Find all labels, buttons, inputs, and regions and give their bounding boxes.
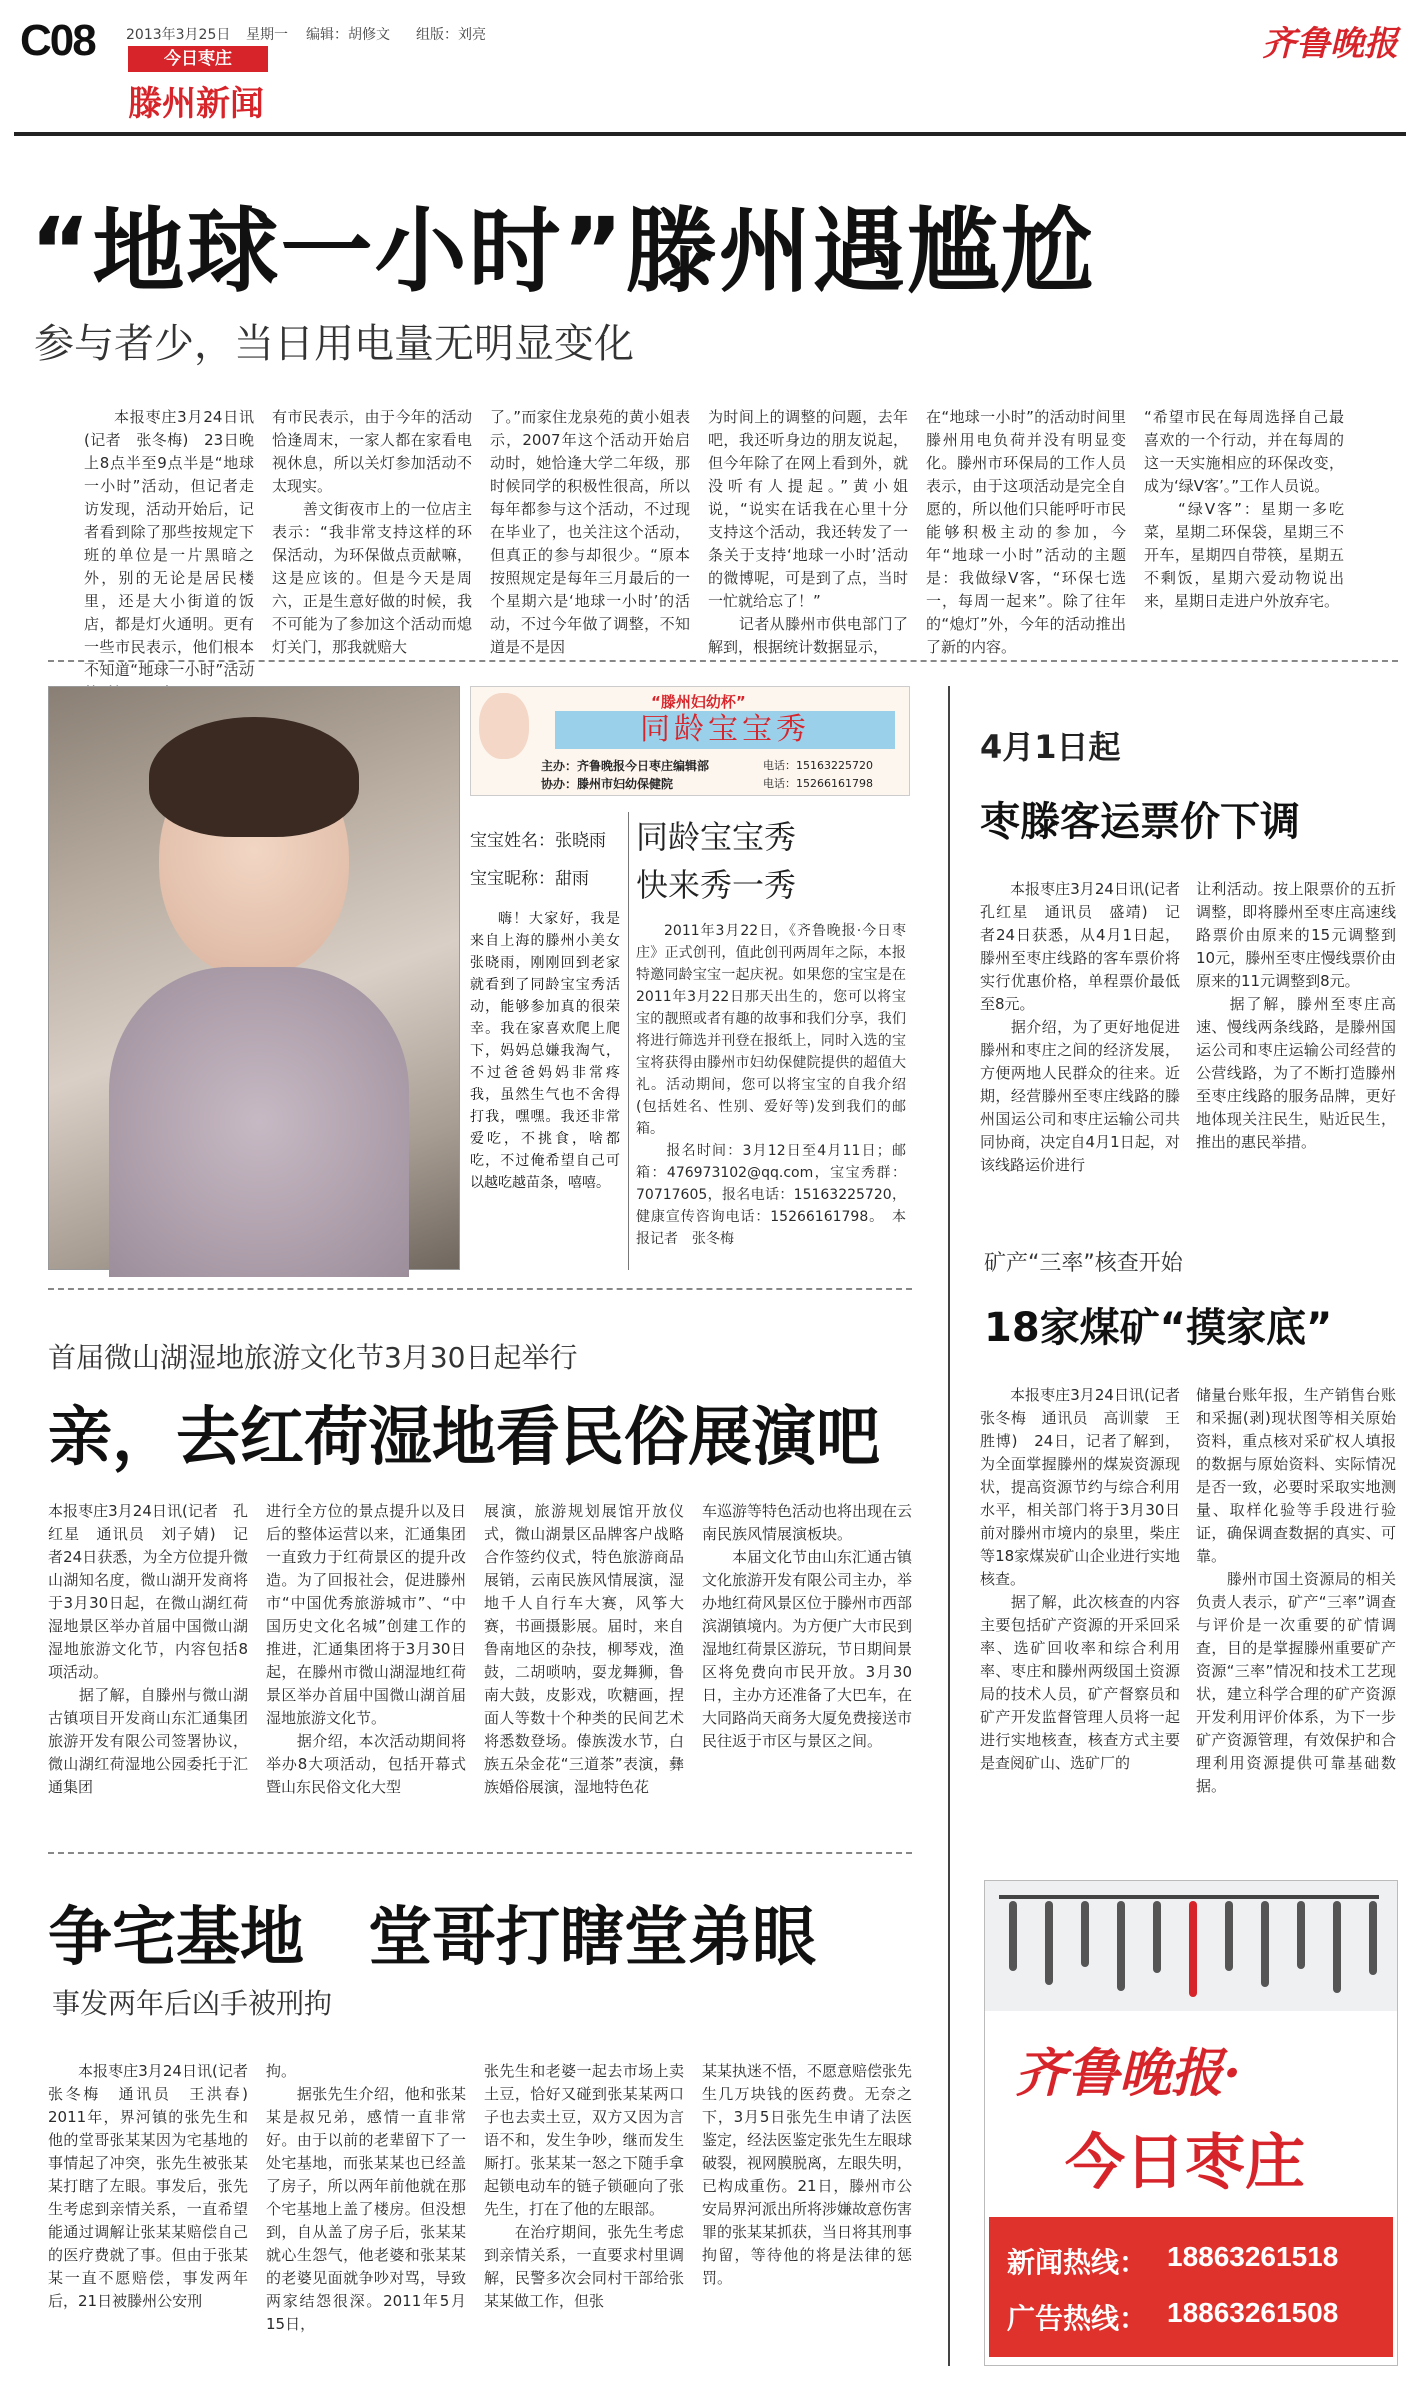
banner-host: 主办：齐鲁晚报今日枣庄编辑部: [541, 759, 710, 773]
baby-name: 宝宝姓名：张晓雨: [470, 831, 606, 851]
article1-col5: 在“地球一小时”的活动时间里滕州用电负荷并没有明显变化。滕州市环保局的工作人员表示，由于这项活动是完全自愿的，所以他们只能呼吁市民能够积极主动的参加，今年“地球一小时”活动的主题是：我做绿V客，“环保七选一，每周一起来”。除了往年的“熄灯”外，今年的活动推出了新的内容。: [926, 408, 1126, 656]
article3-subhead: 事发两年后凶手被刑拘: [52, 1987, 333, 2020]
article5-col2: 储量台账年报，生产销售台账和采掘(剥)现状图等相关原始资料，重点核对采矿权人填报的数据与原始资料、实际情况是否一致，必要时采取实地测量、取样化验等手段进行验证，确保调查数据的真实、可靠。 滕州市国土资源局的相关负责人表示，矿产“三率”调查与评价是一次重要的矿情调查，目的是掌握滕州重要矿产资源“三率”情况和技术工艺现状，建立科学合理的矿产资源开发利用评价体系，为下一步矿产资源管理，有效保护和合理利用资源提供可靠基础数据。: [1196, 1386, 1396, 1795]
article5-headline: 18家煤矿“摸家底”: [984, 1305, 1333, 1351]
ad-hotline-label: 广告热线：: [1007, 2302, 1148, 2335]
ad-hotline-number: 18863261508: [1167, 2297, 1339, 2328]
article1-col4: 为时间上的调整的问题，去年吧，我还听身边的朋友说起，但今年除了在网上看到外，就没听有人提起。”黄小姐说，“说实在话我在心里十分支持这个活动，我还转发了一条关于支持‘地球一小时’活动的微博呢，可是到了点，当时一忙就给忘了！” 记者从滕州市供电部门了解到，根据统计数据显示，: [708, 408, 908, 656]
article1-col3: 了。”而家住龙泉苑的黄小姐表示，2007年这个活动开始启动时，她恰逢大学二年级，那时候同学的积极性很高，所以每年都参与这个活动，不过现在毕业了，也关注这个活动，但真正的参与却很少。“原本按照规定是每年三月最后的一个星期六是‘地球一小时’的活动，不过今年做了调整，不知道是不是因: [490, 408, 690, 656]
article2-col4: 车巡游等特色活动也将出现在云南民族风情展演板块。 本届文化节由山东汇通古镇文化旅游开发有限公司主办，举办地红荷风景区位于滕州市西部滨湖镇境内。为方便广大市民到湿地红荷景区游玩，节日期间景区将免费向市民开放。3月30日，主办方还准备了大巴车，在大同路尚天商务大厦免费接送市民往返于市区与景区之间。: [702, 1502, 913, 1750]
article5-col1: 本报枣庄3月24日讯(记者 张冬梅 通讯员 高训蒙 王胜博) 24日，记者了解到，为全面掌握滕州的煤炭资源现状，提高资源节约与综合利用水平，相关部门将于3月30日前对滕州市境内的泉里，柴庄等18家煤炭矿山企业进行实地核查。 据了解，此次核查的内容主要包括矿产资源的开采回采率、选矿回收率和综合利用率、枣庄和滕州两级国土资源局的技术人员，矿产督察员和矿产开发监督管理人员将一起进行实地核查，核查方式主要是查阅矿山、选矿厂的: [980, 1386, 1180, 1772]
section-tag: 今日枣庄: [128, 46, 268, 72]
banner-title: 同龄宝宝秀: [555, 711, 895, 749]
article4-kicker: 4月1日起: [980, 728, 1121, 766]
header-layout: 组版：刘亮: [416, 27, 486, 43]
baby-nickname: 宝宝昵称：甜雨: [470, 869, 589, 889]
header-date: 2013年3月25日: [126, 27, 231, 43]
article1-col1: 本报枣庄3月24日讯(记者 张冬梅) 23日晚上8点半至9点半是“地球一小时”活动，但记者走访发现，活动开始后，记者看到除了那些按规定下班的单位是一片黑暗之外，别的无论是居民楼里，还是大小街道的饭店，都是灯火通明。更有一些市民表示，他们根本不知道“地球一小时”活动: [84, 408, 254, 679]
promo-text: 2011年3月22日，《齐鲁晚报·今日枣庄》正式创刊，值此创刊两周年之际，本报特邀同龄宝宝一起庆祝。如果您的宝宝是在2011年3月22日那天出生的，您可以将宝宝的靓照或者有趣的故事和我们分享，我们将进行筛选并刊登在报纸上，同时入选的宝宝将获得由滕州市妇幼保健院提供的超值大礼。活动期间，您可以将宝宝的自我介绍(包括姓名、性别、爱好等)发到我们的邮箱。 报名时间：3月12日至4月11日；邮箱：476973102@qq.com，宝宝秀群：70717605，报名电话：15163225720，健康宣传咨询电话：15266161798。 本报记者 张冬梅: [636, 923, 906, 1247]
article2-kicker: 首届微山湖湿地旅游文化节3月30日起举行: [48, 1341, 578, 1374]
article1-col6: “希望市民在每周选择自己最喜欢的一个行动，并在每周的这一天实施相应的环保改变，成为‘绿V客’。”工作人员说。 “绿V客”：星期一多吃菜，星期二环保袋，星期三不开车，星期四自带筷，星期五不剩饭，星期六爱动物说出来，星期日走进户外放弃宅。: [1144, 408, 1344, 610]
paper-ad: [984, 1880, 1398, 2366]
article4-headline: 枣滕客运票价下调: [980, 799, 1300, 845]
article2-col1: 本报枣庄3月24日讯(记者 孔红星 通讯员 刘子婧) 记者24日获悉，为全方位提升微山湖知名度，微山湖开发商将于3月30日起，在微山湖红荷湿地景区举办首届中国微山湖湿地旅游文化节，内容包括8项活动。 据了解，自滕州与微山湖古镇项目开发商山东汇通集团旅游开发有限公司签署协议，微山湖红荷湿地公园委托于汇通集团: [48, 1502, 248, 1796]
banner-tel1: 电话：15163225720: [763, 759, 873, 772]
article2-headline: 亲，去红荷湿地看民俗展演吧: [48, 1401, 880, 1475]
promo-line1: 同龄宝宝秀: [636, 818, 797, 856]
article1-subhead: 参与者少，当日用电量无明显变化: [34, 321, 634, 367]
banner-subtitle: “滕州妇幼杯”: [651, 693, 746, 711]
article5-kicker: 矿产“三率”核查开始: [984, 1251, 1183, 1276]
article4-col1: 本报枣庄3月24日讯(记者 孔红星 通讯员 盛靖) 记者24日获悉，从4月1日起，滕州至枣庄线路的客车票价将实行优惠价格，单程票价最低至8元。 据介绍，为了更好地促进滕州和枣庄之间的经济发展，方便两地人民群众的往来。近期，经营滕州至枣庄线路的滕州国运公司和枣庄运输公司共同协商，决定自4月1日起，对该线路运价进行: [980, 880, 1180, 1174]
baby-photo: [48, 686, 460, 1270]
promo-line2: 快来秀一秀: [636, 866, 797, 904]
article2-col3: 展演，旅游规划展馆开放仪式，微山湖景区品牌客户战略合作签约仪式，特色旅游商品展销，云南民族风情展演，湿地千人自行车大赛，风筝大赛，书画摄影展。届时，来自鲁南地区的杂技，柳琴戏，渔鼓，二胡唢呐，耍龙舞狮，鲁南大鼓，皮影戏，吹糖画，捏面人等数十个种类的民间艺术将悉数登场。傣族泼水节，白族五朵金花“三道茶”表演，彝族婚俗展演，湿地特色花: [484, 1502, 684, 1796]
banner-tel2: 电话：15266161798: [763, 777, 873, 790]
header-editor: 编辑：胡修文: [306, 27, 390, 43]
article1-col2: 有市民表示，由于今年的活动恰逢周末，一家人都在家看电视休息，所以关灯参加活动不太现实。 善文街夜市上的一位店主表示：“我非常支持这样的环保活动，为环保做点贡献嘛，这是应该的。但是今天是周六，正是生意好做的时候，我不可能为了参加这个活动而熄灯关门，那我就赔大: [272, 408, 472, 656]
baby-intro: 嗨！大家好，我是来自上海的滕州小美女张晓雨，刚刚回到老家就看到了同龄宝宝秀活动，能够参加真的很荣幸。我在家喜欢爬上爬下，妈妈总嫌我淘气，不过爸爸妈妈非常疼我，虽然生气也不舍得打我，嘿嘿。我还非常爱吃，不挑食，啥都吃，不过俺希望自己可以越吃越苗条，嘻嘻。: [470, 911, 620, 1191]
header-weekday: 星期一: [246, 27, 288, 43]
ad-brand: 齐鲁晚报·: [1015, 2043, 1242, 2104]
article3-col1: 本报枣庄3月24日讯(记者 张冬梅 通讯员 王洪春) 2011年，界河镇的张先生和他的堂哥张某某因为宅基地的事情起了冲突，张先生被张某某打瞎了左眼。事发后，张先生考虑到亲情关系，一直希望能通过调解让张某某赔偿自己的医疗费就了事。但由于张某某一直不愿赔偿，事发两年后，21日被滕州公安刑: [48, 2062, 264, 2310]
article2-col2: 进行全方位的景点提升以及日后的整体运营以来，汇通集团一直致力于红荷景区的提升改造。为了回报社会，促进滕州市“中国优秀旅游城市”、“中国历史文化名城”创建工作的推进，汇通集团将于3月30日起，在滕州市微山湖湿地红荷景区举办首届中国微山湖首届湿地旅游文化节。 据介绍，本次活动期间将举办8大项活动，包括开幕式暨山东民俗文化大型: [266, 1502, 466, 1796]
article3-col2: 拘。 据张先生介绍，他和张某某是叔兄弟，感情一直非常好。由于以前的老辈留下了一处宅基地，而张某某也已经盖了房子，所以两年前他就在那个宅基地上盖了楼房。但没想到，自从盖了房子后，张某某就心生怨气，他老婆和张某某的老婆见面就争吵对骂，导致两家结怨很深。2011年5月15日，: [266, 2062, 466, 2333]
paper-logo: 齐鲁晚报: [1262, 24, 1398, 64]
section-title: 滕州新闻: [128, 84, 264, 124]
page-number: C08: [20, 16, 95, 65]
phone-row: [985, 1881, 1397, 2011]
news-hotline-label: 新闻热线：: [1007, 2246, 1148, 2279]
article3-col3: 张先生和老婆一起去市场上卖土豆，恰好又碰到张某某两口子也去卖土豆，双方又因为言语不和，发生争吵，继而发生厮打。张某某一怒之下随手拿起锁电动车的链子锁砸向了张先生，打在了他的左眼部。 在治疗期间，张先生考虑到亲情关系，一直要求村里调解，民警多次会同村干部给张某某做工作，但张: [484, 2062, 684, 2310]
banner-cohost: 协办：滕州市妇幼保健院: [541, 777, 674, 791]
article3-col4: 某某执迷不悟，不愿意赔偿张先生几万块钱的医药费。无奈之下，3月5日张先生申请了法医鉴定，经法医鉴定张先生左眼球破裂，视网膜脱离，左眼失明，已构成重伤。21日，滕州市公安局界河派出所将涉嫌故意伤害罪的张某某抓获，当日将其刑事拘留，等待他的将是法律的惩罚。: [702, 2062, 913, 2287]
ad-hotline-box: [989, 2217, 1393, 2357]
ad-title: 今日枣庄: [1065, 2128, 1305, 2198]
article1-headline: “地球一小时”滕州遇尴尬: [30, 198, 1095, 305]
news-hotline-number: 18863261518: [1167, 2241, 1339, 2272]
article4-col2: 让利活动。按上限票价的五折调整，即将滕州至枣庄高速线路票价由原来的15元调整到10元，滕州至枣庄慢线票价由原来的11元调整到8元。 据了解，滕州至枣庄高速、慢线两条线路，是滕州国运公司和枣庄运输公司经营的公营线路，为了不断打造滕州至枣庄线路的服务品牌，更好地体现关注民生，贴近民生，推出的惠民举措。: [1196, 880, 1396, 1151]
article3-headline: 争宅基地 堂哥打瞎堂弟眼: [48, 1901, 816, 1975]
baby-banner: [470, 686, 910, 796]
